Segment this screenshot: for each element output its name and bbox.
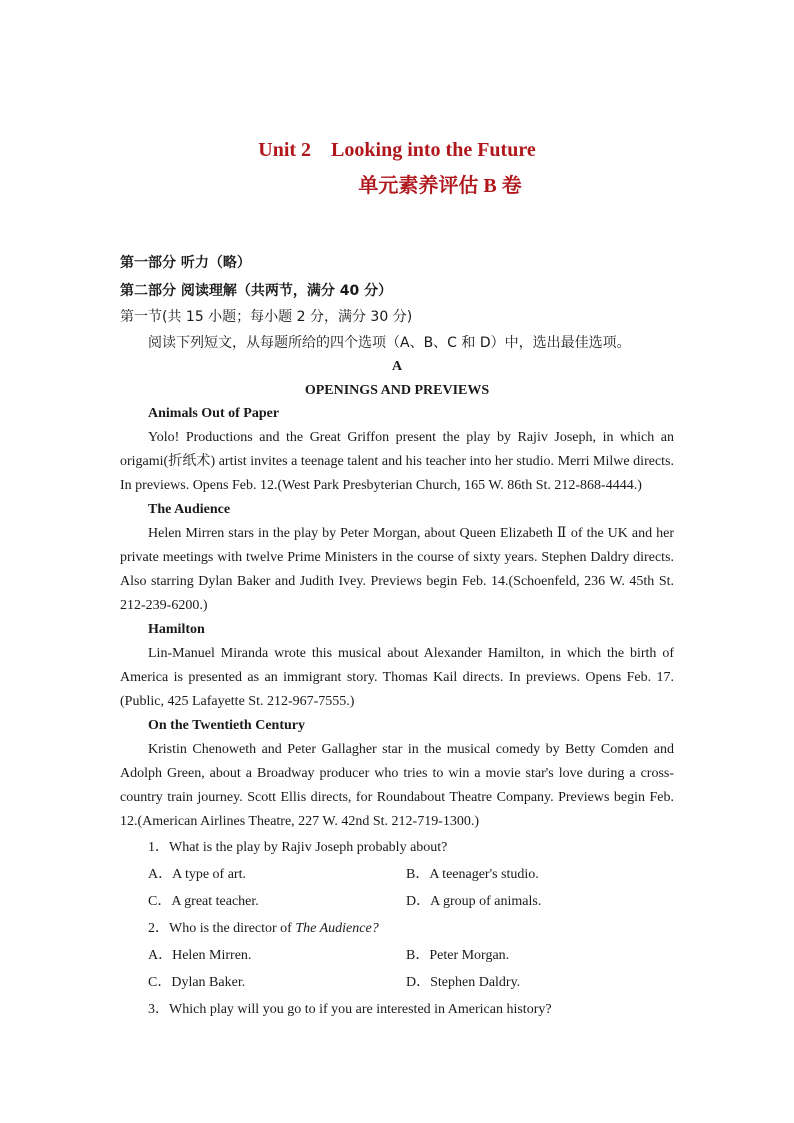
listing-twentieth-century bbox=[120, 714, 674, 834]
listing-title: Hamilton bbox=[148, 622, 205, 637]
unit-subtitle: 单元素养评估 B 卷 bbox=[358, 175, 522, 197]
option-row bbox=[120, 969, 674, 996]
listing-title: On the Twentieth Century bbox=[148, 718, 305, 733]
listing-text: Lin-Manuel Miranda wrote this musical about Alexander Hamilton, in which the birth of America is presented as an immigrant story. Thomas Kail directs. In previews. Opens Feb. 17.(Public, 425 Lafayette St. 212-967-7555.) bbox=[120, 646, 674, 709]
option-row bbox=[120, 888, 674, 915]
listing-text: Yolo! Productions and the Great Griffon present the play by Rajiv Joseph, in which an origami(折纸术) artist invites a teenage talent and his teacher into her studio. Merri Milwe directs. In previews. Opens Feb. 12.(West Park Presbyterian Church, 165 W. 86th St. 212-868-4444.) bbox=[120, 430, 674, 493]
question-stem-italic: The Audience? bbox=[295, 921, 379, 936]
passage-title: OPENINGS AND PREVIEWS bbox=[304, 383, 490, 398]
passage-label: A bbox=[391, 359, 403, 374]
option-a[interactable]: A．A type of art. bbox=[148, 867, 246, 882]
option-c[interactable]: C．Dylan Baker. bbox=[148, 975, 246, 990]
part1-heading: 第一部分 听力（略） bbox=[120, 255, 251, 271]
question-stem: 3．Which play will you go to if you are interested in American history? bbox=[148, 1002, 552, 1017]
option-row bbox=[120, 861, 674, 888]
question-3 bbox=[120, 996, 674, 1023]
listing-hamilton bbox=[120, 618, 674, 714]
document-page bbox=[120, 136, 674, 1023]
question-stem-text: 2．Who is the director of bbox=[148, 921, 296, 936]
unit-title: Unit 2 Looking into the Future bbox=[258, 139, 536, 161]
question-2 bbox=[120, 915, 674, 996]
question-stem: 1．What is the play by Rajiv Joseph probably about? bbox=[148, 840, 448, 855]
listing-audience bbox=[120, 498, 674, 618]
option-row bbox=[120, 942, 674, 969]
part2-heading: 第二部分 阅读理解（共两节，满分 40 分） bbox=[120, 283, 393, 299]
listing-text: Kristin Chenoweth and Peter Gallagher star in the musical comedy by Betty Comden and Adolph Green, about a Broadway producer who tries to win a movie star's love during a cross-country train journey. Scott Ellis directs, for Roundabout Theatre Company. Previews begin Feb. 12.(American Airlines Theatre, 227 W. 42nd St. 212-719-1300.) bbox=[120, 742, 674, 829]
option-c[interactable]: C．A great teacher. bbox=[148, 894, 259, 909]
listing-title: Animals Out of Paper bbox=[148, 406, 280, 421]
option-d[interactable]: D．A group of animals. bbox=[406, 894, 542, 909]
question-stem bbox=[120, 915, 674, 942]
option-b[interactable]: B．A teenager's studio. bbox=[406, 867, 539, 882]
section1-heading: 第一节(共 15 小题；每小题 2 分，满分 30 分) bbox=[120, 309, 413, 325]
option-d[interactable]: D．Stephen Daldry. bbox=[406, 975, 521, 990]
listing-animals bbox=[120, 402, 674, 498]
instructions: 阅读下列短文，从每题所给的四个选项（A、B、C 和 D）中，选出最佳选项。 bbox=[148, 335, 631, 351]
listing-text: Helen Mirren stars in the play by Peter Morgan, about Queen Elizabeth Ⅱ of the UK and her private meetings with twelve Prime Ministers in the course of sixty years. Stephen Daldry directs. Also starring Dylan Baker and Judith Ivey. Previews begin Feb. 14.(Schoenfeld, 236 W. 45th St. 212-239-6200.) bbox=[120, 526, 674, 613]
listing-title: The Audience bbox=[148, 502, 231, 517]
question-1 bbox=[120, 834, 674, 915]
option-b[interactable]: B．Peter Morgan. bbox=[406, 948, 510, 963]
option-a[interactable]: A．Helen Mirren. bbox=[148, 948, 252, 963]
